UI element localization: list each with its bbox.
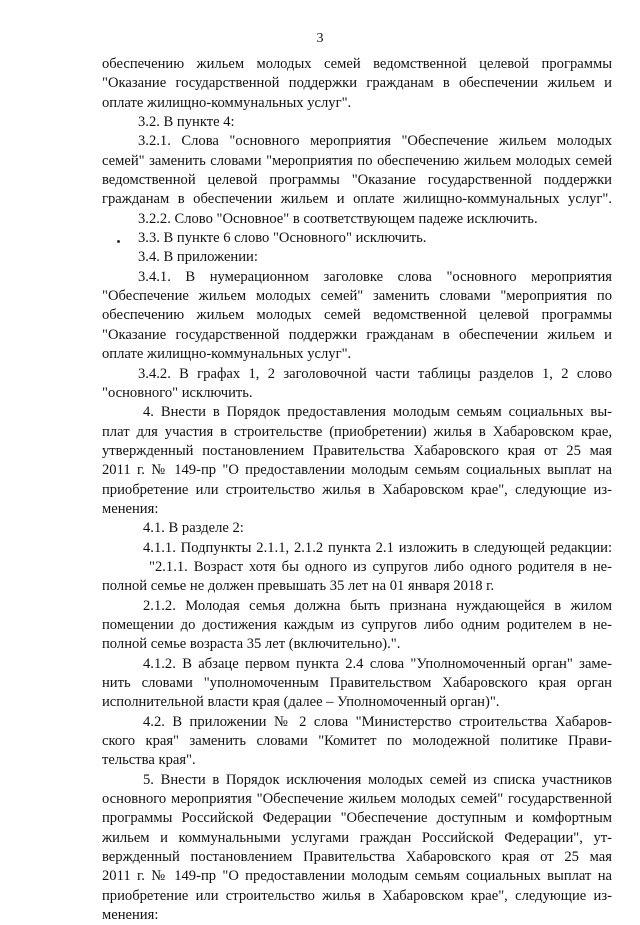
text-line: "Обеспечение жильем молодых семей" заменить словами "мероприятия по	[102, 288, 612, 305]
text-line: 2011 г. № 149-пр "О предоставлении молодым семьям социальных выплат на	[102, 462, 612, 479]
text-line: 4.2. В приложении № 2 слова "Министерство строительства Хабаров-	[143, 713, 612, 730]
text-line: обеспечению жильем молодых семей ведомственной целевой программы	[102, 307, 612, 324]
text-line: исполнительной власти края (далее – Уполномоченный орган)".	[102, 694, 500, 711]
text-line: основного мероприятия "Обеспечение жильем молодых семей" государственной	[102, 791, 612, 808]
text-line: 3.4.1. В нумерационном заголовке слова "основного мероприятия	[138, 268, 612, 285]
text-line: 3.4.2. В графах 1, 2 заголовочной части таблицы разделов 1, 2 слово	[138, 365, 612, 382]
text-line: программы Российской Федерации "Обеспечение доступным и комфортным	[102, 810, 612, 827]
text-line: оплате жилищно-коммунальных услуг".	[102, 94, 352, 111]
text-line: "Оказание государственной поддержки гражданам в обеспечении жильем и	[102, 75, 612, 92]
text-line: 3.2.2. Слово "Основное" в соответствующем падеже исключить.	[138, 210, 538, 227]
text-line: полной семье не должен превышать 35 лет на 01 января 2018 г.	[102, 578, 495, 595]
text-line: приобретение или строительство жилья в Хабаровском крае", следующие из-	[102, 887, 612, 904]
document-body	[102, 55, 612, 925]
text-line: 3.2. В пункте 4:	[138, 114, 235, 131]
text-line: "основного" исключить.	[102, 384, 253, 401]
text-line: 2.1.2. Молодая семья должна быть признана нуждающейся в жилом	[143, 597, 612, 614]
text-line: 4.1.1. Подпункты 2.1.1, 2.1.2 пункта 2.1 изложить в следующей редакции:	[143, 539, 612, 556]
text-line: плат для участия в строительстве (приобретении) жилья в Хабаровском крае,	[102, 423, 612, 440]
text-line: вержденный постановлением Правительства Хабаровского края от 25 мая	[102, 849, 612, 866]
page-number: 3	[316, 31, 324, 46]
text-line: обеспечению жильем молодых семей ведомственной целевой программы	[102, 56, 612, 72]
text-line: полной семье возраста 35 лет (включительно).".	[102, 636, 401, 653]
text-line: приобретение или строительство жилья в Хабаровском крае", следующие из-	[102, 481, 612, 498]
text-line: "Оказание государственной поддержки гражданам в обеспечении жильем и	[102, 326, 612, 343]
text-line: "2.1.1. Возраст хотя бы одного из супругов либо одного родителя в не-	[149, 558, 612, 575]
text-line: менения:	[102, 500, 159, 517]
text-line: 2011 г. № 149-пр "О предоставлении молодым семьям социальных выплат на	[102, 868, 612, 885]
text-line: 4.1.2. В абзаце первом пункта 2.4 слова "Уполномоченный орган" заме-	[143, 655, 612, 672]
text-line: 3.4. В приложении:	[138, 249, 258, 266]
text-line: 3.3. В пункте 6 слово "Основного" исключить.	[138, 230, 427, 247]
text-line: гражданам в обеспечении жильем и оплате жилищно-коммунальных услуг".	[102, 191, 612, 208]
text-line: ведомственной целевой программы "Оказание государственной поддержки	[102, 172, 612, 189]
text-line: нить словами "уполномоченным Правительством Хабаровского края орган	[102, 675, 612, 691]
text-line: утвержденный постановлением Правительства Хабаровского края от 25 мая	[102, 442, 612, 459]
text-line: жильем и коммунальными услугами граждан Российской Федерации", ут-	[102, 829, 612, 846]
text-line: оплате жилищно-коммунальных услуг".	[102, 346, 352, 363]
text-line: 4.1. В разделе 2:	[143, 520, 244, 537]
text-line: ского края" заменить словами "Комитет по молодежной политике Прави-	[102, 733, 612, 750]
text-line: 5. Внести в Порядок исключения молодых семей из списка участников	[143, 771, 612, 788]
text-line: помещении до достижения каждым из супругов либо одним родителем в не-	[102, 616, 612, 633]
text-line: семей" заменить словами "мероприятия по обеспечению жильем молодых семей	[102, 152, 612, 169]
text-line: тельства края".	[102, 752, 196, 769]
text-line: менения:	[102, 907, 159, 924]
text-line: 3.2.1. Слова "основного мероприятия "Обеспечение жильем молодых	[138, 133, 612, 150]
text-line: 4. Внести в Порядок предоставления молодым семьям социальных вы-	[143, 404, 612, 421]
